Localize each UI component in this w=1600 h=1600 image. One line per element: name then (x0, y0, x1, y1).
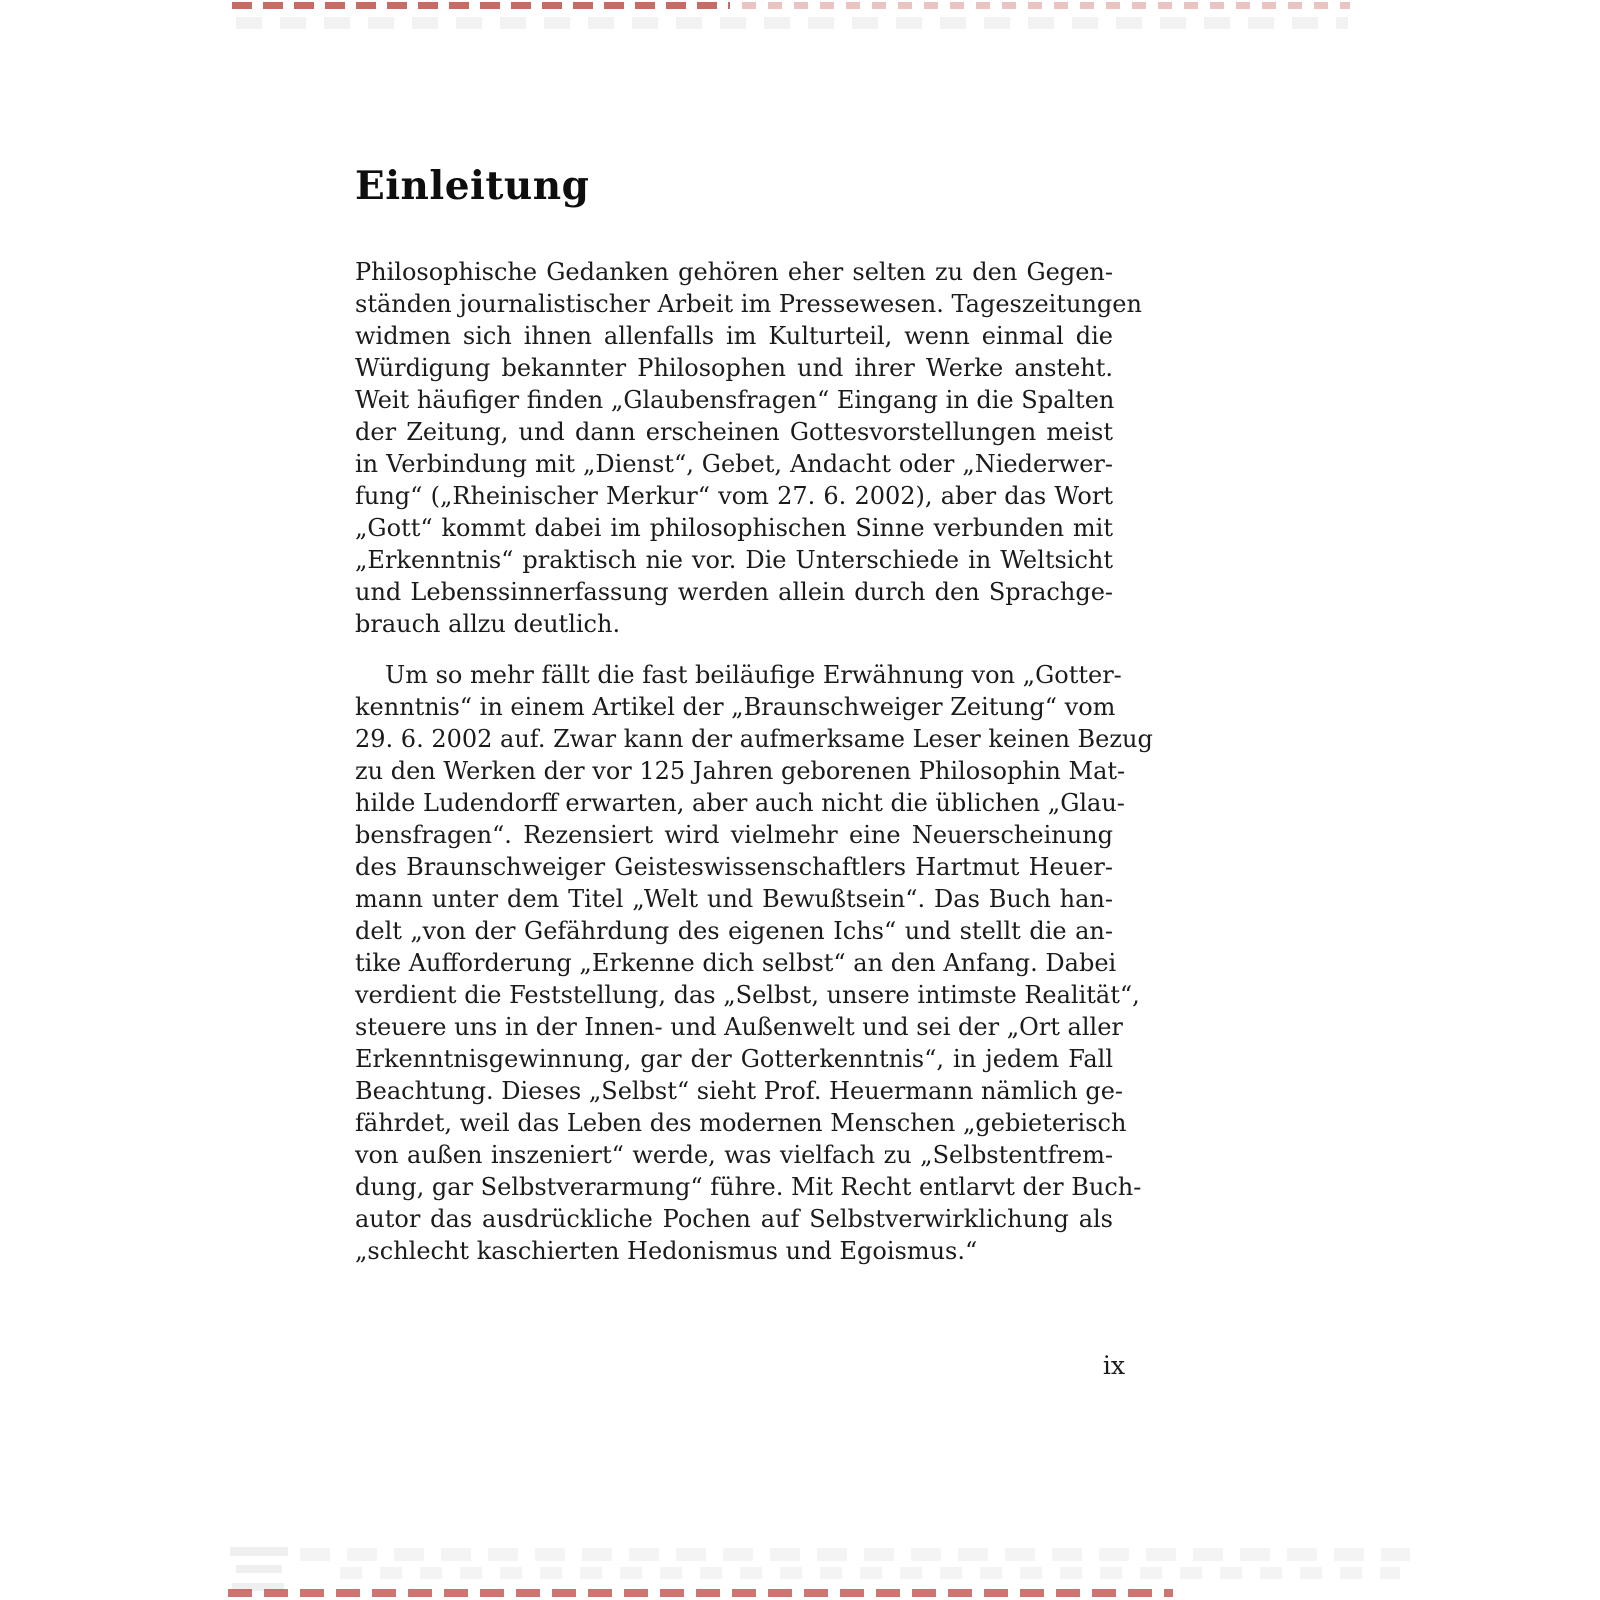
scan-artifact-bottom-red-dashes (228, 1589, 1173, 1597)
text-line: kenntnis“ in einem Artikel der „Braunschweiger Zeitung“ vom (355, 693, 1116, 721)
page-number: ix (1102, 1351, 1125, 1380)
text-line: der Zeitung, und dann erscheinen Gottesvorstellungen meist (355, 418, 1113, 446)
text-line: mann unter dem Titel „Welt und Bewußtsein“. Das Buch han- (355, 885, 1113, 913)
text-line: Weit häufiger finden „Glaubensfragen“ Eingang in die Spalten (355, 386, 1115, 414)
text-line: und Lebenssinnerfassung werden allein durch den Sprachge- (355, 578, 1113, 606)
text-line: bensfragen“. Rezensiert wird vielmehr eine Neuerscheinung (355, 821, 1113, 849)
text-line: widmen sich ihnen allenfalls im Kulturteil, wenn einmal die (355, 322, 1113, 350)
text-line: von außen inszeniert“ werde, was vielfach zu „Selbstentfrem- (355, 1141, 1113, 1169)
text-line: Erkenntnisgewinnung, gar der Gotterkenntnis“, in jedem Fall (355, 1045, 1113, 1073)
text-line: zu den Werken der vor 125 Jahren geborenen Philosophin Mat- (355, 757, 1126, 785)
text-block (355, 163, 1153, 1267)
page-body (355, 256, 1153, 1267)
text-line: des Braunschweiger Geisteswissenschaftlers Hartmut Heuer- (355, 853, 1113, 881)
text-line: delt „von der Gefährdung des eigenen Ichs“ und stellt die an- (355, 917, 1113, 945)
text-line: Um so mehr fällt die fast beiläufige Erwähnung von „Gotter- (385, 661, 1122, 689)
text-line: „schlecht kaschierten Hedonismus und Egoismus.“ (355, 1237, 978, 1265)
text-line: 29. 6. 2002 auf. Zwar kann der aufmerksame Leser keinen Bezug (355, 725, 1153, 753)
paragraph (355, 256, 1142, 640)
text-line: „Gott“ kommt dabei im philosophischen Sinne verbunden mit (355, 514, 1113, 542)
text-line: Philosophische Gedanken gehören eher selten zu den Gegen- (355, 258, 1113, 286)
text-line: steuere uns in der Innen- und Außenwelt und sei der „Ort aller (355, 1013, 1123, 1041)
scan-artifact-top-red-dashes (232, 2, 730, 9)
page-title: Einleitung (355, 163, 590, 209)
text-line: tike Aufforderung „Erkenne dich selbst“ an den Anfang. Dabei (355, 949, 1117, 977)
text-line: Würdigung bekannter Philosophen und ihrer Werke ansteht. (355, 354, 1113, 382)
text-line: hilde Ludendorff erwarten, aber auch nicht die üblichen „Glau- (355, 789, 1125, 817)
text-line: fährdet, weil das Leben des modernen Menschen „gebieterisch (355, 1109, 1127, 1137)
text-line: in Verbindung mit „Dienst“, Gebet, Andacht oder „Niederwer- (355, 450, 1113, 478)
scan-artifact-bottom-bleedthrough (300, 1548, 1410, 1561)
scan-artifact-top-red-dashes-light (742, 2, 1350, 9)
text-line: „Erkenntnis“ praktisch nie vor. Die Unterschiede in Weltsicht (355, 546, 1113, 574)
text-line: verdient die Feststellung, das „Selbst, unsere intimste Realität“, (355, 981, 1140, 1009)
text-line: Beachtung. Dieses „Selbst“ sieht Prof. Heuermann nämlich ge- (355, 1077, 1124, 1105)
scan-artifact-bottom-blob (230, 1543, 288, 1595)
text-line: ständen journalistischer Arbeit im Pressewesen. Tageszeitungen (355, 290, 1142, 318)
text-line: fung“ („Rheinischer Merkur“ vom 27. 6. 2002), aber das Wort (355, 482, 1113, 510)
scan-artifact-top-bleedthrough (236, 17, 1348, 29)
text-line: dung, gar Selbstverarmung“ führe. Mit Recht entlarvt der Buch- (355, 1173, 1142, 1201)
text-line: brauch allzu deutlich. (355, 610, 621, 638)
scan-artifact-bottom-bleedthrough-2 (340, 1567, 1400, 1579)
paragraph (355, 659, 1153, 1267)
text-line: autor das ausdrückliche Pochen auf Selbstverwirklichung als (355, 1205, 1113, 1233)
